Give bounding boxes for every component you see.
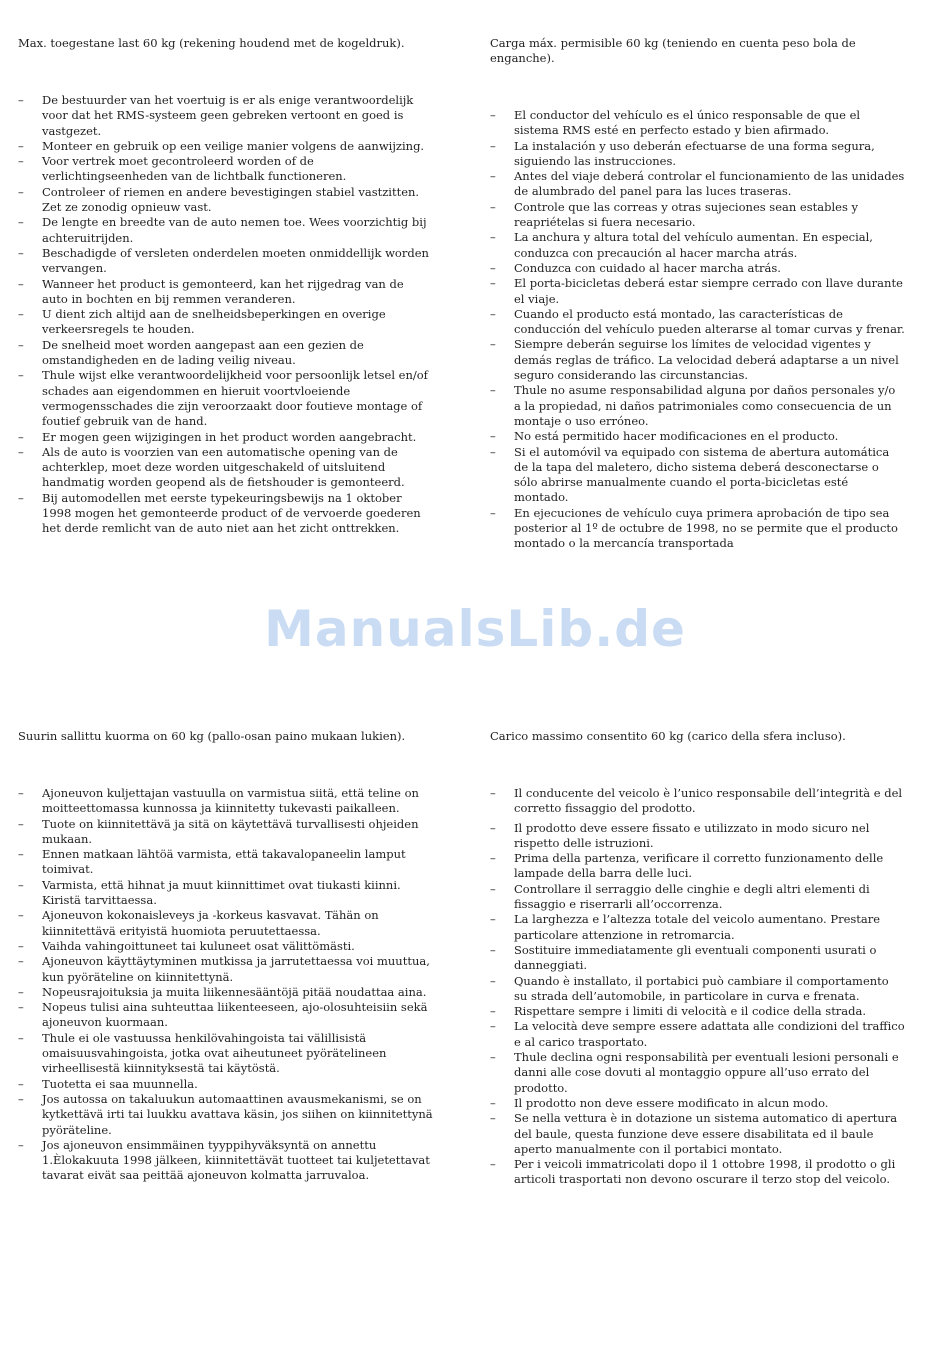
list-item: – Controllare il serraggio delle cinghie e degli altri elementi di fissaggio e riserrarli all’occorrenza. bbox=[490, 882, 905, 913]
list-item: – Beschadigde of versleten onderdelen moeten onmiddellijk worden vervangen. bbox=[18, 246, 433, 277]
list-item: – Voor vertrek moet gecontroleerd worden of de verlichtingseenheden van de lichtbalk functioneren. bbox=[18, 154, 433, 185]
section-italian bbox=[490, 729, 905, 1188]
list-item: – Prima della partenza, verificare il corretto funzionamento delle lampade della barra delle luci. bbox=[490, 851, 905, 882]
list-item: – Il prodotto deve essere fissato e utilizzato in modo sicuro nel rispetto delle istruzioni. bbox=[490, 821, 905, 852]
list-item: – Thule declina ogni responsabilità per eventuali lesioni personali e danni alle cose dovuti al montaggio oppure all’uso errato del prodotto. bbox=[490, 1050, 905, 1096]
warning-list bbox=[18, 786, 433, 1184]
section-heading: Max. toegestane last 60 kg (rekening houdend met de kogeldruk). bbox=[18, 36, 405, 50]
list-item: – Jos autossa on takaluukun automaattinen avausmekanismi, se on kytkettävä irti tai luukku avattava käsin, jos siihen on kiinnitettynä pyöräteline. bbox=[18, 1092, 433, 1138]
list-item: – Ennen matkaan lähtöä varmista, että takavalopaneelin lamput toimivat. bbox=[18, 847, 433, 878]
list-item: – La larghezza e l’altezza totale del veicolo aumentano. Prestare particolare attenzione in retromarcia. bbox=[490, 912, 905, 943]
list-item: – De snelheid moet worden aangepast aan een gezien de omstandigheden en de lading veilig niveau. bbox=[18, 338, 433, 369]
list-item: – Siempre deberán seguirse los límites de velocidad vigentes y demás reglas de tráfico. La velocidad deberá adaptarse a un nivel seguro considerando las circunstancias. bbox=[490, 337, 905, 383]
list-item: – Wanneer het product is gemonteerd, kan het rijgedrag van de auto in bochten en bij remmen veranderen. bbox=[18, 277, 433, 308]
section-spanish bbox=[490, 36, 905, 552]
section-heading: Carico massimo consentito 60 kg (carico della sfera incluso). bbox=[490, 729, 846, 743]
list-item: – Per i veicoli immatricolati dopo il 1 ottobre 1998, il prodotto o gli articoli trasportati non devono oscurare il terzo stop del veicolo. bbox=[490, 1157, 905, 1188]
list-item: – Controleer of riemen en andere bevestigingen stabiel vastzitten. Zet ze zonodig opnieuw vast. bbox=[18, 185, 433, 216]
list-item: – U dient zich altijd aan de snelheidsbeperkingen en overige verkeersregels te houden. bbox=[18, 307, 433, 338]
list-item: – Ajoneuvon käyttäytyminen mutkissa ja jarrutettaessa voi muuttua, kun pyöräteline on kiinnitettynä. bbox=[18, 954, 433, 985]
list-item: – Conduzca con cuidado al hacer marcha atrás. bbox=[490, 261, 905, 276]
watermark-logo: ManualsLib.de bbox=[264, 600, 686, 658]
list-item: – Tuotetta ei saa muunnella. bbox=[18, 1077, 433, 1092]
list-item: – Controle que las correas y otras sujeciones sean estables y reapriételas si fuera necesario. bbox=[490, 200, 905, 231]
section-finnish bbox=[18, 729, 433, 1184]
list-item: – En ejecuciones de vehículo cuya primera aprobación de tipo sea posterior al 1º de octubre de 1998, no se permite que el producto montado o la mercancía transportada bbox=[490, 506, 905, 552]
section-dutch bbox=[18, 36, 433, 537]
list-item: – Rispettare sempre i limiti di velocità e il codice della strada. bbox=[490, 1004, 905, 1019]
list-item: – Er mogen geen wijzigingen in het product worden aangebracht. bbox=[18, 430, 433, 445]
list-item: – Cuando el producto está montado, las características de conducción del vehículo pueden alterarse al tomar curvas y frenar. bbox=[490, 307, 905, 338]
list-item: – Il prodotto non deve essere modificato in alcun modo. bbox=[490, 1096, 905, 1111]
list-item: – Jos ajoneuvon ensimmäinen tyyppihyväksyntä on annettu 1.Èlokakuuta 1998 jälkeen, kiinnitettävät tuotteet tai kuljetettavat tavarat eivät saa peittää ajoneuvon kolmatta jarruvaloa. bbox=[18, 1138, 433, 1184]
list-item: – Bij automodellen met eerste typekeuringsbewijs na 1 oktober 1998 mogen het gemonteerde product of de vervoerde goederen het derde remlicht van de auto niet aan het zicht onttrekken. bbox=[18, 491, 433, 537]
list-item: – Nopeus tulisi aina suhteuttaa liikenteeseen, ajo-olosuhteisiin sekä ajoneuvon kuormaan. bbox=[18, 1000, 433, 1031]
list-item: – Se nella vettura è in dotazione un sistema automatico di apertura del baule, questa funzione deve essere disabilitata ed il baule aperto manualmente con il portabici montato. bbox=[490, 1111, 905, 1157]
list-item: – La anchura y altura total del vehículo aumentan. En especial, conduzca con precaución al hacer marcha atrás. bbox=[490, 230, 905, 261]
list-item: – Thule ei ole vastuussa henkilövahingoista tai välillisistä omaisuusvahingoista, jotka ovat aiheutuneet pyörätelineen virheellisestä kiinnityksestä tai käytöstä. bbox=[18, 1031, 433, 1077]
list-item: – Als de auto is voorzien van een automatische opening van de achterklep, moet deze worden uitgeschakeld of uitsluitend handmatig worden geopend als de fietshouder is gemonteerd. bbox=[18, 445, 433, 491]
list-item: – El conductor del vehículo es el único responsable de que el sistema RMS esté en perfecto estado y bien afirmado. bbox=[490, 108, 905, 139]
section-heading: Carga máx. permisible 60 kg (teniendo en cuenta peso bola de enganche). bbox=[490, 36, 856, 65]
list-item: – Si el automóvil va equipado con sistema de abertura automática de la tapa del maletero, dicho sistema deberá desconectarse o sólo abrirse manualmente cuando el porta-bicicletas esté montado. bbox=[490, 445, 905, 506]
list-item: – Ajoneuvon kuljettajan vastuulla on varmistua siitä, että teline on moitteettomassa kunnossa ja kiinnitetty tukevasti paikalleen. bbox=[18, 786, 433, 817]
list-item: – Vaihda vahingoittuneet tai kuluneet osat välittömästi. bbox=[18, 939, 433, 954]
list-item: – Sostituire immediatamente gli eventuali componenti usurati o danneggiati. bbox=[490, 943, 905, 974]
list-item: – Ajoneuvon kokonaisleveys ja -korkeus kasvavat. Tähän on kiinnitettävä erityistä huomiota peruutettaessa. bbox=[18, 908, 433, 939]
list-item: – El porta-bicicletas deberá estar siempre cerrado con llave durante el viaje. bbox=[490, 276, 905, 307]
section-heading: Suurin sallittu kuorma on 60 kg (pallo-osan paino mukaan lukien). bbox=[18, 729, 406, 743]
list-item: – Quando è installato, il portabici può cambiare il comportamento su strada dell’automobile, in particolare in curva e frenata. bbox=[490, 974, 905, 1005]
list-item: – Nopeusrajoituksia ja muita liikennesääntöjä pitää noudattaa aina. bbox=[18, 985, 433, 1000]
list-item: – La instalación y uso deberán efectuarse de una forma segura, siguiendo las instrucciones. bbox=[490, 139, 905, 170]
list-item: – Monteer en gebruik op een veilige manier volgens de aanwijzing. bbox=[18, 139, 433, 154]
warning-list bbox=[490, 786, 905, 1188]
warning-list bbox=[490, 108, 905, 552]
list-item: – Thule wijst elke verantwoordelijkheid voor persoonlijk letsel en/of schades aan eigendommen en hieruit voortvloeiende vermogensschades die zijn veroorzaakt door foutieve montage of foutief gebruik van de hand. bbox=[18, 368, 433, 429]
list-item: – De lengte en breedte van de auto nemen toe. Wees voorzichtig bij achteruitrijden. bbox=[18, 215, 433, 246]
warning-list bbox=[18, 93, 433, 537]
list-item: – Varmista, että hihnat ja muut kiinnittimet ovat tiukasti kiinni. Kiristä tarvittaessa. bbox=[18, 878, 433, 909]
list-item: – No está permitido hacer modificaciones en el producto. bbox=[490, 429, 905, 444]
list-item: – Thule no asume responsabilidad alguna por daños personales y/o a la propiedad, ni daños patrimoniales como consecuencia de un montaje o uso erróneo. bbox=[490, 383, 905, 429]
list-item: – La velocità deve sempre essere adattata alle condizioni del traffico e al carico trasportato. bbox=[490, 1019, 905, 1050]
list-item: – De bestuurder van het voertuig is er als enige verantwoordelijk voor dat het RMS-systeem geen gebreken vertoont en goed is vastgezet. bbox=[18, 93, 433, 139]
list-item: – Antes del viaje deberá controlar el funcionamiento de las unidades de alumbrado del panel para las luces traseras. bbox=[490, 169, 905, 200]
list-item: – Il conducente del veicolo è l’unico responsabile dell’integrità e del corretto fissaggio del prodotto. bbox=[490, 786, 905, 817]
list-item: – Tuote on kiinnitettävä ja sitä on käytettävä turvallisesti ohjeiden mukaan. bbox=[18, 817, 433, 848]
